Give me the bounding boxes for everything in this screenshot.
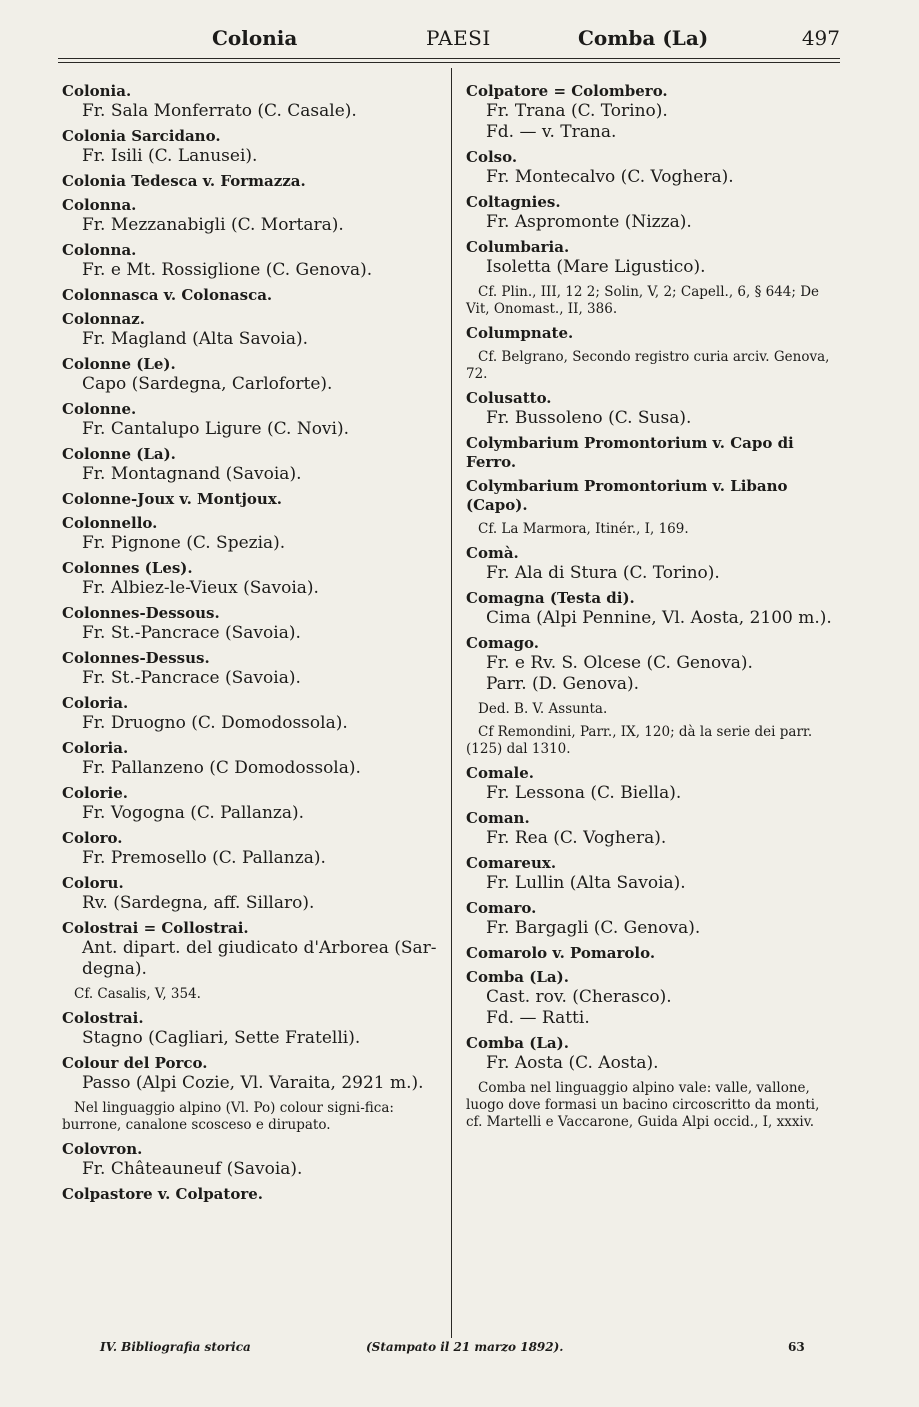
entry-headword: Colymbarium Promontorium v. Capo di Ferro. bbox=[466, 434, 794, 471]
gazetteer-entry bbox=[466, 82, 840, 143]
entry-line: degna). bbox=[82, 959, 147, 979]
entry-line: Fd. — v. Trana. bbox=[486, 122, 617, 142]
entry-line: Fr. Lullin (Alta Savoia). bbox=[486, 873, 686, 893]
entry-headword: Comà. bbox=[466, 544, 519, 562]
entry-headword: Colonia. bbox=[62, 82, 132, 100]
gazetteer-entry bbox=[62, 286, 440, 305]
entry-line: Passo (Alpi Cozie, Vl. Varaita, 2921 m.). bbox=[82, 1073, 424, 1093]
entry-headword: Colonnes (Les). bbox=[62, 559, 193, 577]
entry-line: Rv. (Sardegna, aff. Sillaro). bbox=[82, 893, 315, 913]
entry-line: Fr. Pallanzeno (C Domodossola). bbox=[82, 758, 361, 778]
gazetteer-entry bbox=[62, 490, 440, 509]
entry-headword: Comago. bbox=[466, 634, 539, 652]
header-right-term: Comba (La) bbox=[578, 26, 709, 50]
gazetteer-entry bbox=[466, 764, 840, 804]
entry-headword: Colonia Tedesca v. Formazza. bbox=[62, 172, 306, 190]
entry-headword: Coloria. bbox=[62, 694, 129, 712]
header-rule-thin bbox=[58, 62, 840, 63]
header-section: PAESI bbox=[426, 26, 491, 50]
entry-citation: Cf Remondini, Parr., IX, 120; dà la serie dei parr. (125) dal 1310. bbox=[466, 724, 813, 757]
entry-citation: Cf. Casalis, V, 354. bbox=[74, 986, 201, 1002]
entry-line: Fr. Bargagli (C. Genova). bbox=[486, 918, 701, 938]
entry-headword: Colonna. bbox=[62, 196, 137, 214]
gazetteer-entry bbox=[62, 1054, 440, 1134]
entry-line: Fr. Lessona (C. Biella). bbox=[486, 783, 682, 803]
entry-line: Fr. Châteauneuf (Savoia). bbox=[82, 1159, 303, 1179]
gazetteer-entry bbox=[62, 172, 440, 191]
gazetteer-entry bbox=[466, 389, 840, 429]
entry-headword: Colonnasca v. Colonasca. bbox=[62, 286, 273, 304]
entry-line: Fr. Vogogna (C. Pallanza). bbox=[82, 803, 305, 823]
entry-headword: Colonna. bbox=[62, 241, 137, 259]
entry-line: Fd. — Ratti. bbox=[486, 1008, 590, 1028]
right-column bbox=[466, 82, 840, 1137]
footer-center: (Stampato il 21 marzo 1892). bbox=[366, 1340, 564, 1354]
entry-line: Fr. Rea (C. Voghera). bbox=[486, 828, 667, 848]
entry-line: Fr. Premosello (C. Pallanza). bbox=[82, 848, 326, 868]
entry-line: Fr. Mezzanabigli (C. Mortara). bbox=[82, 215, 344, 235]
entry-line: Fr. Montagnand (Savoia). bbox=[82, 464, 302, 484]
gazetteer-entry bbox=[62, 919, 440, 1003]
footer-right: 63 bbox=[788, 1340, 805, 1354]
entry-headword: Comba (La). bbox=[466, 968, 569, 986]
gazetteer-entry bbox=[466, 809, 840, 849]
gazetteer-entry bbox=[62, 355, 440, 395]
gazetteer-entry bbox=[466, 434, 840, 472]
entry-headword: Columpnate. bbox=[466, 324, 574, 342]
left-column bbox=[62, 82, 440, 1209]
entry-line: Fr. Sala Monferrato (C. Casale). bbox=[82, 101, 357, 121]
gazetteer-entry bbox=[62, 1009, 440, 1049]
entry-headword: Colonne (Le). bbox=[62, 355, 176, 373]
entry-headword: Colonnaz. bbox=[62, 310, 145, 328]
entry-headword: Coman. bbox=[466, 809, 530, 827]
entry-line: Fr. Ala di Stura (C. Torino). bbox=[486, 563, 720, 583]
gazetteer-entry bbox=[466, 324, 840, 383]
gazetteer-entry bbox=[466, 944, 840, 963]
entry-headword: Colostrai. bbox=[62, 1009, 144, 1027]
gazetteer-entry bbox=[62, 514, 440, 554]
entry-headword: Columbaria. bbox=[466, 238, 570, 256]
entry-headword: Colorie. bbox=[62, 784, 129, 802]
entry-headword: Comale. bbox=[466, 764, 534, 782]
entry-headword: Colonnes-Dessus. bbox=[62, 649, 210, 667]
gazetteer-entry bbox=[62, 127, 440, 167]
column-divider bbox=[451, 68, 452, 1338]
entry-line: Ant. dipart. del giudicato d'Arborea (Sar- bbox=[82, 938, 437, 958]
entry-headword: Colso. bbox=[466, 148, 518, 166]
footer-left: IV. Bibliografia storica bbox=[100, 1340, 251, 1354]
gazetteer-entry bbox=[466, 477, 840, 538]
entry-line: Isoletta (Mare Ligustico). bbox=[486, 257, 706, 277]
gazetteer-entry bbox=[62, 694, 440, 734]
entry-headword: Colonne. bbox=[62, 400, 137, 418]
entry-line: Fr. St.-Pancrace (Savoia). bbox=[82, 668, 301, 688]
gazetteer-entry bbox=[466, 634, 840, 758]
entry-headword: Coloria. bbox=[62, 739, 129, 757]
gazetteer-entry bbox=[62, 310, 440, 350]
entry-headword: Comareux. bbox=[466, 854, 557, 872]
entry-headword: Colostrai = Collostrai. bbox=[62, 919, 249, 937]
entry-line: Capo (Sardegna, Carloforte). bbox=[82, 374, 333, 394]
entry-line: Fr. e Mt. Rossiglione (C. Genova). bbox=[82, 260, 373, 280]
gazetteer-entry bbox=[62, 1140, 440, 1180]
entry-line: Fr. Druogno (C. Domodossola). bbox=[82, 713, 348, 733]
gazetteer-entry bbox=[62, 241, 440, 281]
running-header bbox=[62, 26, 840, 58]
entry-headword: Comagna (Testa di). bbox=[466, 589, 635, 607]
gazetteer-entry bbox=[62, 196, 440, 236]
entry-line: Fr. Trana (C. Torino). bbox=[486, 101, 668, 121]
entry-headword: Comaro. bbox=[466, 899, 537, 917]
gazetteer-entry bbox=[62, 1185, 440, 1204]
entry-line: Fr. Bussoleno (C. Susa). bbox=[486, 408, 692, 428]
gazetteer-entry bbox=[466, 854, 840, 894]
entry-line: Stagno (Cagliari, Sette Fratelli). bbox=[82, 1028, 361, 1048]
entry-line: Fr. Aosta (C. Aosta). bbox=[486, 1053, 659, 1073]
entry-line: Fr. e Rv. S. Olcese (C. Genova). bbox=[486, 653, 753, 673]
entry-citation: Cf. La Marmora, Itinér., I, 169. bbox=[478, 521, 689, 537]
gazetteer-entry bbox=[466, 589, 840, 629]
gazetteer-entry bbox=[62, 82, 440, 122]
entry-line: Cast. rov. (Cherasco). bbox=[486, 987, 672, 1007]
entry-line: Fr. Aspromonte (Nizza). bbox=[486, 212, 692, 232]
gazetteer-entry bbox=[466, 544, 840, 584]
gazetteer-entry bbox=[466, 899, 840, 939]
entry-headword: Colpastore v. Colpatore. bbox=[62, 1185, 263, 1203]
entry-headword: Colour del Porco. bbox=[62, 1054, 208, 1072]
entry-headword: Colpatore = Colombero. bbox=[466, 82, 668, 100]
entry-headword: Colonnes-Dessous. bbox=[62, 604, 220, 622]
gazetteer-entry bbox=[466, 238, 840, 318]
gazetteer-entry bbox=[62, 784, 440, 824]
entry-citation: Cf. Plin., III, 12 2; Solin, V, 2; Capell., 6, § 644; De Vit, Onomast., II, 386. bbox=[466, 284, 820, 317]
entry-headword: Colonne (La). bbox=[62, 445, 176, 463]
entry-headword: Coloro. bbox=[62, 829, 123, 847]
gazetteer-entry bbox=[62, 739, 440, 779]
header-left-term: Colonia bbox=[212, 26, 298, 50]
gazetteer-entry bbox=[62, 445, 440, 485]
entry-citation: Comba nel linguaggio alpino vale: valle, vallone, luogo dove formasi un bacino circoscritto da monti, cf. Martelli e Vaccarone, Guida Alpi occid., I, xxxiv. bbox=[466, 1080, 820, 1130]
page-number: 497 bbox=[801, 26, 840, 50]
entry-line: Fr. Cantalupo Ligure (C. Novi). bbox=[82, 419, 350, 439]
entry-line: Cima (Alpi Pennine, Vl. Aosta, 2100 m.). bbox=[486, 608, 832, 628]
entry-headword: Comba (La). bbox=[466, 1034, 569, 1052]
entry-headword: Colonnello. bbox=[62, 514, 158, 532]
entry-line: Fr. Magland (Alta Savoia). bbox=[82, 329, 309, 349]
gazetteer-entry bbox=[466, 148, 840, 188]
entry-line: Fr. Albiez-le-Vieux (Savoia). bbox=[82, 578, 319, 598]
entry-citation: Cf. Belgrano, Secondo registro curia arciv. Genova, 72. bbox=[466, 349, 830, 382]
gazetteer-entry bbox=[62, 649, 440, 689]
entry-line: Fr. St.-Pancrace (Savoia). bbox=[82, 623, 301, 643]
gazetteer-entry bbox=[62, 829, 440, 869]
gazetteer-entry bbox=[466, 1034, 840, 1131]
entry-citation: Ded. B. V. Assunta. bbox=[478, 701, 608, 717]
gazetteer-entry bbox=[466, 193, 840, 233]
gazetteer-entry bbox=[62, 559, 440, 599]
entry-headword: Colymbarium Promontorium v. Libano (Capo). bbox=[466, 477, 788, 514]
entry-line: Fr. Pignone (C. Spezia). bbox=[82, 533, 286, 553]
gazetteer-entry bbox=[466, 968, 840, 1029]
entry-headword: Colovron. bbox=[62, 1140, 143, 1158]
header-rule bbox=[58, 58, 840, 59]
entry-headword: Colusatto. bbox=[466, 389, 552, 407]
entry-line: Fr. Isili (C. Lanusei). bbox=[82, 146, 258, 166]
entry-line: Fr. Montecalvo (C. Voghera). bbox=[486, 167, 734, 187]
entry-headword: Coltagnies. bbox=[466, 193, 561, 211]
gazetteer-entry bbox=[62, 604, 440, 644]
entry-headword: Colonne-Joux v. Montjoux. bbox=[62, 490, 282, 508]
entry-headword: Coloru. bbox=[62, 874, 124, 892]
gazetteer-entry bbox=[62, 874, 440, 914]
entry-citation: Nel linguaggio alpino (Vl. Po) colour signi-fica: burrone, canalone scosceso e dirupato. bbox=[62, 1100, 394, 1133]
gazetteer-entry bbox=[62, 400, 440, 440]
entry-headword: Comarolo v. Pomarolo. bbox=[466, 944, 656, 962]
entry-line: Parr. (D. Genova). bbox=[486, 674, 640, 694]
entry-headword: Colonia Sarcidano. bbox=[62, 127, 221, 145]
